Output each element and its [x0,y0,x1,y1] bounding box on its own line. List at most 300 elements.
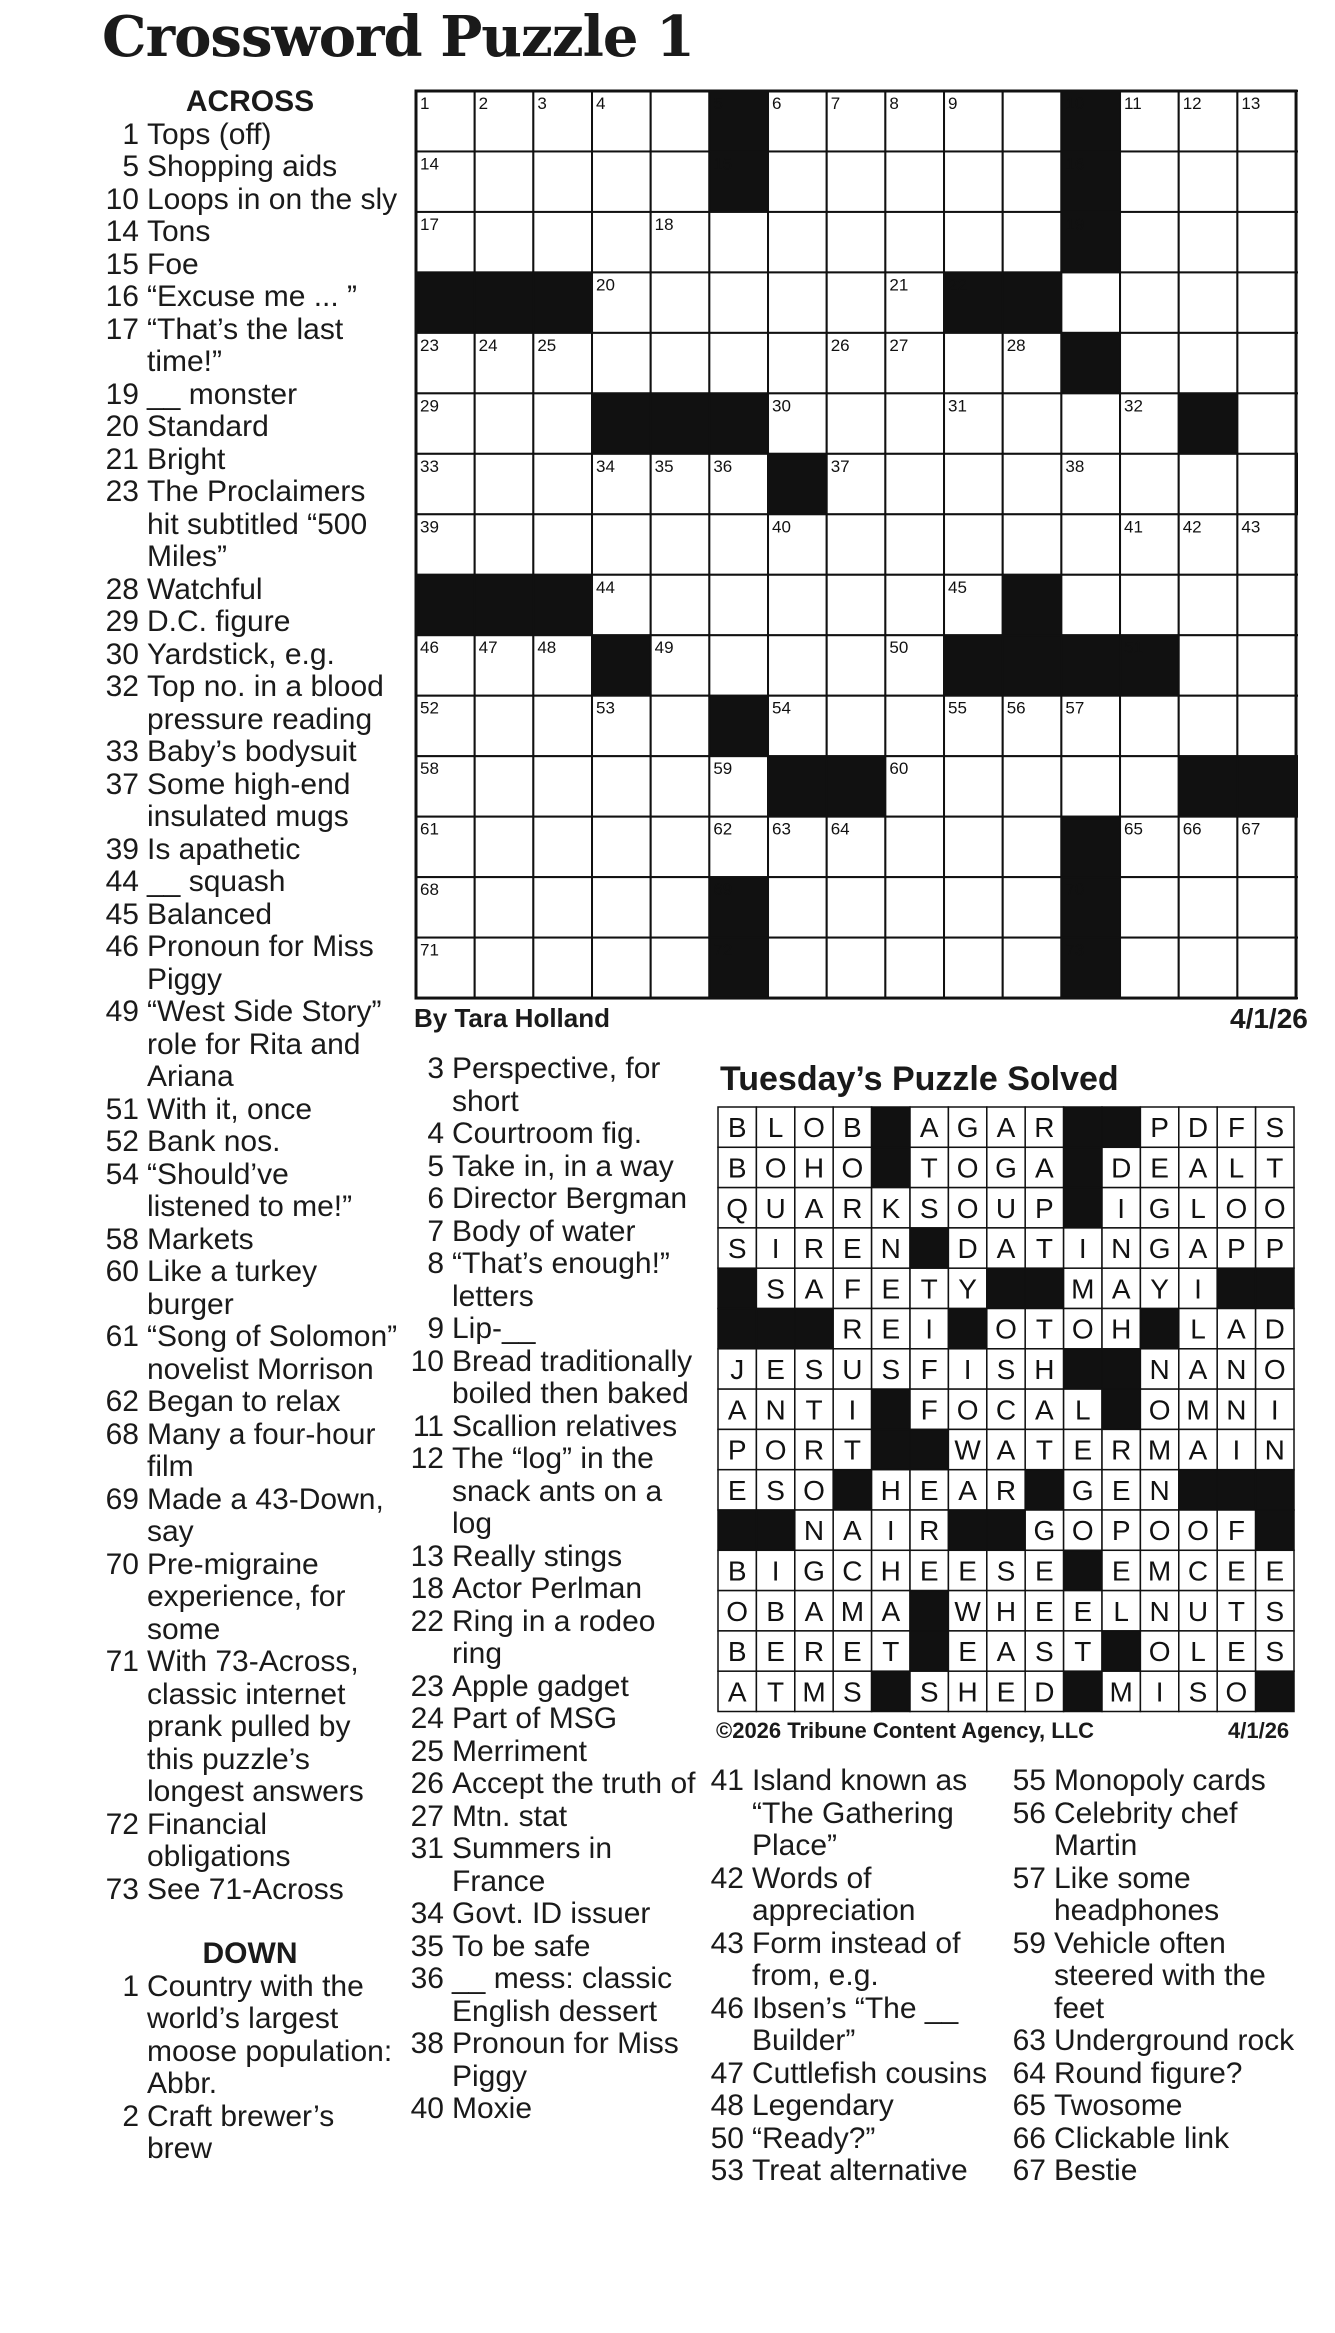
grid-cell[interactable] [533,696,592,756]
grid-cell[interactable] [885,817,944,877]
across-clue-23[interactable] [100,476,400,574]
across-clue-20[interactable] [100,411,400,444]
grid-cell[interactable] [1237,454,1296,514]
solution-letter: N [880,1233,901,1265]
across-clue-45[interactable] [100,899,400,932]
grid-cell[interactable] [885,393,944,453]
grid-cell[interactable] [1237,151,1296,211]
across-clue-37[interactable] [100,769,400,834]
grid-cell[interactable] [827,151,886,211]
across-clue-62[interactable] [100,1386,400,1419]
grid-cell[interactable] [592,514,651,574]
grid-cell[interactable] [651,696,710,756]
clue-column-4 [1007,1765,1312,2188]
down-clue-9[interactable] [405,1313,700,1346]
across-clue-16[interactable] [100,281,400,314]
grid-cell[interactable] [885,514,944,574]
solution-letter: N [1264,1434,1285,1466]
down-clue-24[interactable] [405,1703,700,1736]
down-clue-18[interactable] [405,1573,700,1606]
grid-cell[interactable] [827,393,886,453]
down-clue-56[interactable] [1007,1798,1312,1863]
grid-cell[interactable] [1237,938,1296,998]
grid-cell[interactable] [651,272,710,332]
across-clue-39[interactable] [100,834,400,867]
cell-number: 3 [537,94,547,113]
solution-black-square [795,1309,833,1349]
solution-letter: O [726,1595,749,1627]
grid-cell[interactable] [1003,514,1062,574]
grid-cell[interactable] [533,514,592,574]
solution-letter: O [995,1313,1017,1345]
solution-letter: P [1150,1112,1169,1144]
grid-cell[interactable] [533,454,592,514]
clue-number: 28 [105,572,139,606]
solution-black-square [910,1631,948,1671]
grid-cell[interactable] [827,575,886,635]
grid-cell[interactable] [709,635,768,695]
solution-letter: S [1265,1112,1285,1144]
grid-cell[interactable] [1237,635,1296,695]
solution-letter: E [919,1555,939,1587]
cell-number: 63 [772,819,791,839]
grid-cell[interactable] [651,333,710,393]
grid-cell[interactable] [475,454,534,514]
down-clue-40[interactable] [405,2093,700,2126]
down-clue-10[interactable] [405,1346,700,1411]
across-clue-15[interactable] [100,249,400,282]
across-clue-21[interactable] [100,444,400,477]
grid-cell[interactable] [827,272,886,332]
grid-cell[interactable] [592,877,651,937]
solution-letter: E [1073,1595,1093,1627]
down-clue-46[interactable] [705,1993,1007,2058]
grid-cell[interactable] [827,514,886,574]
grid-cell[interactable] [1120,212,1179,272]
solution-letter: G [1071,1474,1094,1506]
down-clue-3[interactable] [405,1053,700,1118]
grid-cell[interactable] [1179,938,1238,998]
grid-cell[interactable] [592,817,651,877]
grid-cell[interactable] [592,151,651,211]
grid-cell[interactable] [475,696,534,756]
grid-cell[interactable] [1120,575,1179,635]
solution-black-square [1179,1470,1217,1510]
across-clue-5[interactable] [100,151,400,184]
grid-cell[interactable] [651,756,710,816]
down-clue-13[interactable] [405,1541,700,1574]
cell-number: 13 [1241,94,1261,113]
grid-cell[interactable] [768,575,827,635]
grid-cell[interactable] [709,575,768,635]
across-clue-49[interactable] [100,996,400,1094]
solution-letter: A [996,1112,1016,1144]
grid-cell[interactable] [592,212,651,272]
across-clue-54[interactable] [100,1159,400,1224]
across-clue-68[interactable] [100,1419,400,1484]
across-clue-44[interactable] [100,866,400,899]
solution-letter: A [1188,1353,1208,1385]
solution-letter: H [803,1152,825,1184]
solution-letter: O [1148,1515,1171,1547]
clue-text: Courtroom fig. [452,1117,643,1150]
down-clue-4[interactable] [405,1118,700,1151]
solution-letter: E [1150,1152,1169,1184]
down-clue-38[interactable] [405,2028,700,2093]
clue-text: Treat alternative [752,2154,968,2187]
grid-cell[interactable] [885,212,944,272]
solution-black-square [1102,1349,1140,1389]
grid-cell[interactable] [827,212,886,272]
cell-number: 54 [772,698,791,718]
solution-letter: H [880,1555,901,1587]
solution-letter: E [1227,1555,1246,1587]
solution-letter: T [767,1676,785,1708]
across-clue-32[interactable] [100,671,400,736]
clue-number: 59 [1012,1926,1046,1960]
grid-cell[interactable] [1120,272,1179,332]
cell-number: 66 [1182,819,1202,839]
grid-cell[interactable] [533,756,592,816]
grid-cell[interactable] [709,272,768,332]
grid-cell[interactable] [1237,696,1296,756]
grid-cell[interactable] [944,454,1003,514]
grid-cell[interactable] [885,938,944,998]
down-clue-5[interactable] [405,1151,700,1184]
across-clue-52[interactable] [100,1126,400,1159]
clue-text: Apple gadget [452,1669,629,1703]
down-clue-6[interactable] [405,1183,700,1216]
grid-cell[interactable] [1061,393,1120,453]
across-clue-70[interactable] [100,1549,400,1647]
grid-cell[interactable] [1237,877,1296,937]
across-clue-30[interactable] [100,639,400,672]
solution-letter: A [1035,1152,1054,1184]
across-clue-58[interactable] [100,1224,400,1257]
grid-cell[interactable] [592,333,651,393]
grid-cell[interactable] [1003,756,1062,816]
grid-cell[interactable] [1179,333,1238,393]
solution-letter: M [1109,1676,1133,1708]
down-clue-64[interactable] [1007,2058,1312,2091]
solution-letter: A [1188,1152,1208,1184]
grid-cell[interactable] [475,514,534,574]
grid-cell[interactable] [1003,91,1062,151]
down-clue-27[interactable] [405,1801,700,1834]
grid-cell[interactable] [1237,212,1296,272]
grid-cell[interactable] [1179,272,1238,332]
grid-cell[interactable] [1120,938,1179,998]
solution-letter: O [803,1474,825,1506]
clue-text: Celebrity chef Martin [1054,1796,1238,1862]
grid-cell[interactable] [1237,393,1296,453]
solution-letter: T [882,1636,900,1668]
grid-cell[interactable] [1120,696,1179,756]
clue-text: Pronoun for Miss Piggy [452,2027,679,2093]
grid-cell[interactable] [944,756,1003,816]
grid-cell[interactable] [1179,877,1238,937]
solution-letter: E [843,1233,862,1265]
solution-letter: U [995,1192,1017,1224]
across-clue-1[interactable] [100,119,400,152]
solution-letter: A [881,1595,901,1627]
down-clue-43[interactable] [705,1928,1007,1993]
cell-number: 23 [420,335,439,355]
across-clue-14[interactable] [100,216,400,249]
grid-cell[interactable] [651,575,710,635]
black-square [1179,393,1238,453]
solution-letter: T [1035,1313,1053,1345]
down-clue-2[interactable] [100,2101,400,2166]
grid-cell[interactable] [1120,756,1179,816]
grid-cell[interactable] [827,938,886,998]
grid-cell[interactable] [944,514,1003,574]
cell-number: 68 [420,880,439,900]
grid-cell[interactable] [709,514,768,574]
grid-cell[interactable] [885,696,944,756]
grid-cell[interactable] [944,212,1003,272]
grid-cell[interactable] [533,877,592,937]
down-clue-50[interactable] [705,2123,1007,2156]
grid-cell[interactable] [885,151,944,211]
solution-letter: R [842,1313,863,1345]
across-clue-28[interactable] [100,574,400,607]
clue-text: The “log” in the snack ants on a log [452,1442,663,1540]
grid-cell[interactable] [1179,696,1238,756]
grid-cell[interactable] [768,635,827,695]
solution-black-square [948,1309,986,1349]
grid-cell[interactable] [1003,212,1062,272]
down-clue-42[interactable] [705,1863,1007,1928]
down-clue-36[interactable] [405,1963,700,2028]
grid-cell[interactable] [475,877,534,937]
grid-cell[interactable] [1003,938,1062,998]
across-clue-61[interactable] [100,1321,400,1386]
grid-cell[interactable] [1120,333,1179,393]
grid-cell[interactable] [1237,333,1296,393]
clue-number: 7 [427,1214,444,1248]
across-clue-71[interactable] [100,1646,400,1809]
clue-number: 55 [1012,1764,1046,1797]
grid-cell[interactable] [592,756,651,816]
grid-cell[interactable] [651,151,710,211]
clue-number: 31 [410,1832,444,1865]
grid-cell[interactable] [768,938,827,998]
grid-cell[interactable] [1179,454,1238,514]
clue-text: “Ready?” [752,2121,876,2155]
grid-cell[interactable] [768,877,827,937]
grid-cell[interactable] [1061,756,1120,816]
solution-black-square [1256,1671,1294,1711]
grid-cell[interactable] [1120,877,1179,937]
grid-cell[interactable] [1179,212,1238,272]
grid-cell[interactable] [533,938,592,998]
grid-cell[interactable] [768,212,827,272]
solution-letter: E [958,1555,977,1587]
clue-number: 65 [1012,2089,1046,2122]
solution-letter: S [843,1676,862,1708]
grid-cell[interactable] [651,91,710,151]
grid-cell[interactable] [651,817,710,877]
grid-cell[interactable] [709,333,768,393]
cell-number: 15 [713,154,733,174]
cell-number: 16 [1065,154,1085,174]
grid-cell[interactable] [885,575,944,635]
down-clue-63[interactable] [1007,2025,1312,2058]
down-clue-65[interactable] [1007,2090,1312,2123]
solution-letter: N [1149,1474,1170,1506]
clue-number: 70 [105,1547,139,1581]
across-clue-19[interactable] [100,379,400,412]
grid-cell[interactable] [533,151,592,211]
across-clue-73[interactable] [100,1874,400,1907]
down-clue-57[interactable] [1007,1863,1312,1928]
grid-cell[interactable] [1120,454,1179,514]
across-clue-17[interactable] [100,314,400,379]
grid-cell[interactable] [1237,575,1296,635]
clue-number: 20 [105,410,139,443]
grid-cell[interactable] [475,151,534,211]
grid-cell[interactable] [1120,151,1179,211]
solution-black-square [1064,1188,1102,1228]
clue-number: 30 [105,637,139,671]
grid-cell[interactable] [1179,635,1238,695]
black-square [1179,756,1238,816]
solution-black-square [1102,1631,1140,1671]
down-clue-47[interactable] [705,2058,1007,2091]
solution-letter: P [1035,1192,1054,1224]
solution-letter: I [886,1515,895,1547]
grid-cell[interactable] [651,938,710,998]
across-clue-46[interactable] [100,931,400,996]
across-clue-33[interactable] [100,736,400,769]
down-clue-12[interactable] [405,1443,700,1541]
grid-cell[interactable] [1061,575,1120,635]
solution-letter: P [727,1434,747,1466]
grid-cell[interactable] [475,938,534,998]
down-clue-53[interactable] [705,2155,1007,2188]
solution-letter: I [771,1555,780,1587]
solution-letter: O [1225,1676,1248,1708]
grid-cell[interactable] [944,817,1003,877]
down-clue-31[interactable] [405,1833,700,1898]
grid-cell[interactable] [1179,575,1238,635]
down-clue-66[interactable] [1007,2123,1312,2156]
grid-cell[interactable] [1179,151,1238,211]
clue-text: Made a 43-Down, say [147,1482,384,1548]
grid-cell[interactable] [475,393,534,453]
grid-cell[interactable] [885,454,944,514]
grid-cell[interactable] [1003,151,1062,211]
cell-number: 39 [420,517,439,537]
grid-cell[interactable] [1003,877,1062,937]
down-clue-26[interactable] [405,1768,700,1801]
grid-cell[interactable] [533,817,592,877]
grid-cell[interactable] [651,514,710,574]
across-clue-60[interactable] [100,1256,400,1321]
across-clue-29[interactable] [100,606,400,639]
grid-cell[interactable] [1003,393,1062,453]
grid-cell[interactable] [1237,272,1296,332]
solution-letter: E [1073,1434,1093,1466]
down-clue-59[interactable] [1007,1928,1312,2026]
grid-cell[interactable] [533,393,592,453]
grid-cell[interactable] [885,877,944,937]
grid-cell[interactable] [709,212,768,272]
clue-text: Loops in on the sly [147,182,398,216]
across-clue-10[interactable] [100,184,400,217]
down-clue-35[interactable] [405,1931,700,1964]
clue-text: Some high-end insulated mugs [147,767,351,833]
grid-cell[interactable] [475,756,534,816]
across-clue-69[interactable] [100,1484,400,1549]
down-clue-22[interactable] [405,1606,700,1671]
across-clue-72[interactable] [100,1809,400,1874]
down-clue-25[interactable] [405,1736,700,1769]
clue-text: Merriment [452,1734,588,1768]
down-clue-67[interactable] [1007,2155,1312,2188]
clue-text: Foe [147,247,199,281]
down-clue-23[interactable] [405,1671,700,1704]
grid-cell[interactable] [1061,272,1120,332]
clue-number: 57 [1012,1861,1046,1895]
grid-cell[interactable] [592,938,651,998]
grid-cell[interactable] [651,877,710,937]
solution-letter: L [1228,1152,1245,1184]
grid-cell[interactable] [475,212,534,272]
grid-cell[interactable] [827,696,886,756]
solution-letter: U [1187,1595,1209,1627]
clue-text: __ monster [147,377,298,411]
down-clue-41[interactable] [705,1765,1007,1863]
across-clue-51[interactable] [100,1094,400,1127]
grid-cell[interactable] [768,151,827,211]
grid-cell[interactable] [1061,514,1120,574]
down-clue-1[interactable] [100,1971,400,2101]
down-clue-48[interactable] [705,2090,1007,2123]
grid-cell[interactable] [1003,454,1062,514]
grid-cell[interactable] [475,817,534,877]
black-square [1061,817,1120,877]
clue-number: 62 [105,1385,139,1418]
solution-letter: A [1111,1273,1131,1305]
down-clue-8[interactable] [405,1248,700,1313]
solution-letter: R [803,1434,825,1466]
crossword-grid[interactable] [414,89,1298,1001]
cell-number: 24 [478,335,498,355]
grid-cell[interactable] [1003,817,1062,877]
clue-number: 50 [710,2121,744,2155]
down-clue-55[interactable] [1007,1765,1312,1798]
clue-text: Vehicle often steered with the feet [1054,1926,1266,2025]
grid-cell[interactable] [768,333,827,393]
grid-cell[interactable] [944,333,1003,393]
down-clue-34[interactable] [405,1898,700,1931]
black-square [827,756,886,816]
down-clue-11[interactable] [405,1411,700,1444]
solution-letter: E [766,1636,785,1668]
grid-cell[interactable] [944,877,1003,937]
down-clue-7[interactable] [405,1216,700,1249]
grid-cell[interactable] [827,877,886,937]
grid-cell[interactable] [944,938,1003,998]
solution-letter: E [766,1353,785,1385]
grid-cell[interactable] [944,151,1003,211]
grid-cell[interactable] [533,212,592,272]
grid-cell[interactable] [827,635,886,695]
grid-cell[interactable] [768,272,827,332]
solution-black-square [1064,1107,1102,1147]
